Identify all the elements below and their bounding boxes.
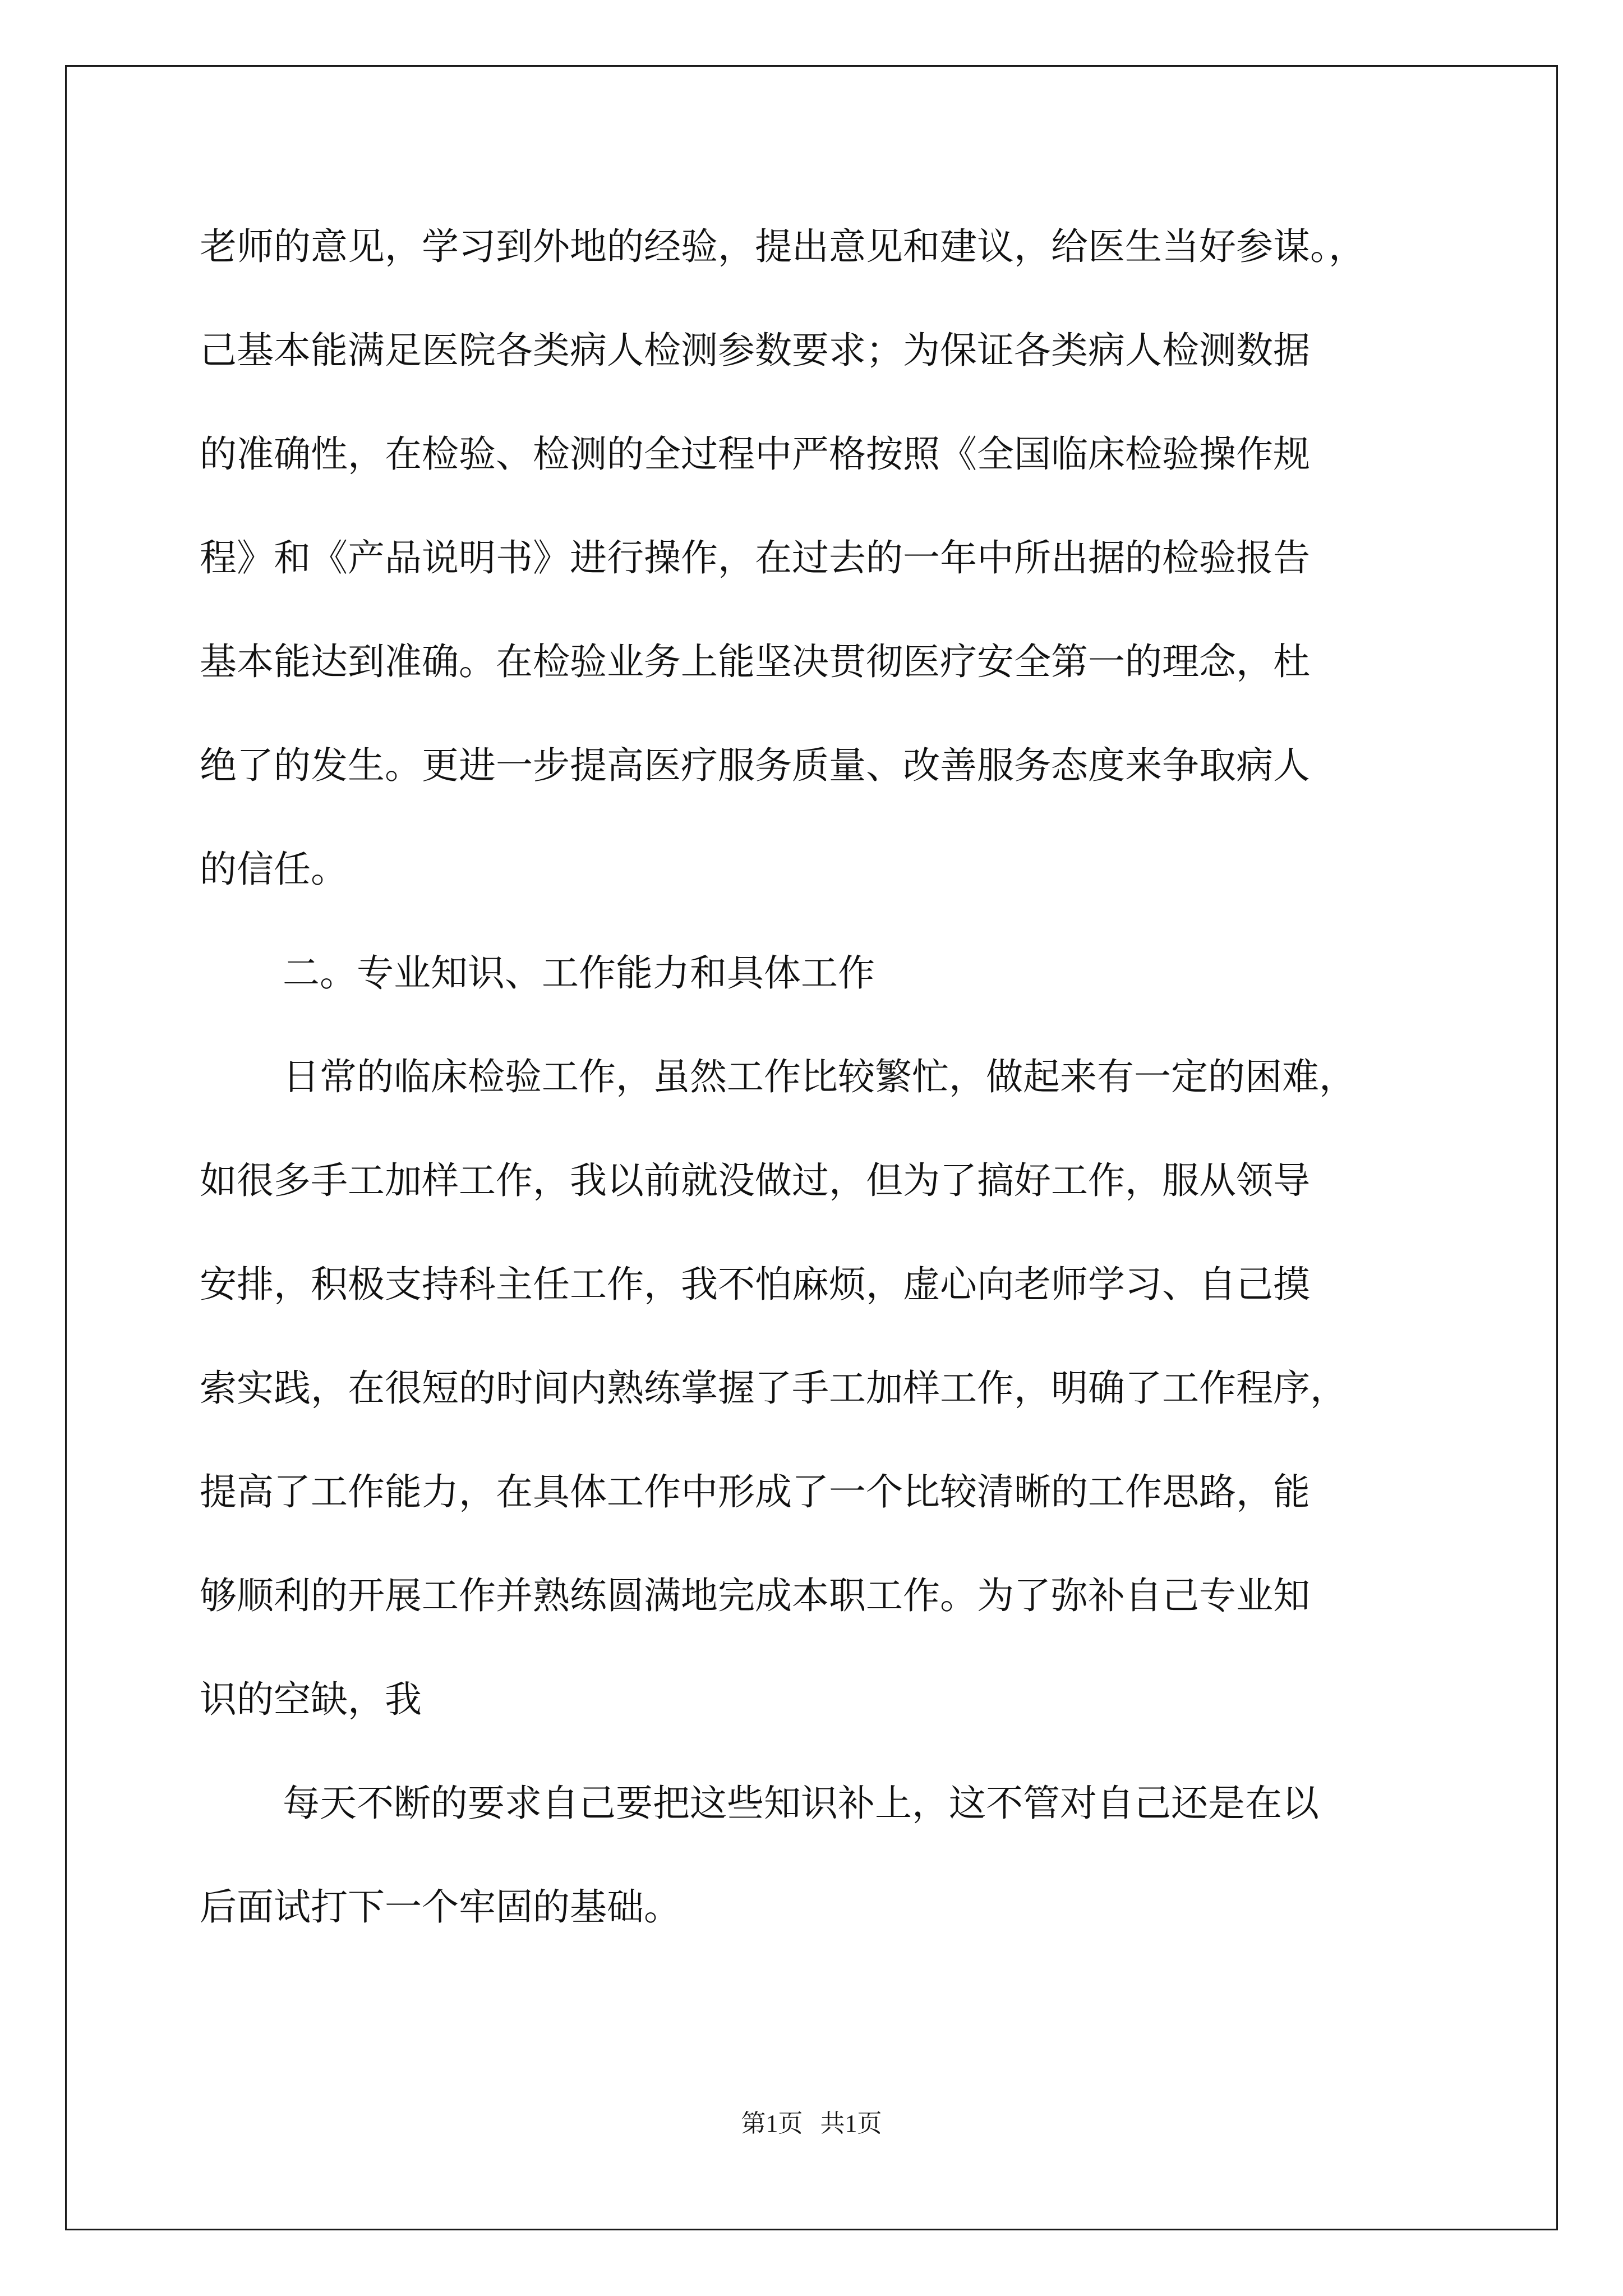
text-line: 够顺利的开展工作并熟练圆满地完成本职工作。为了弥补自己专业知 [200,1574,1310,1617]
section-heading: 二。专业知识、工作能力和具体工作 [283,951,875,995]
text-line: 识的空缺，我 [200,1678,422,1721]
text-line: 索实践，在很短的时间内熟练掌握了手工加样工作，明确了工作程序， [200,1366,1347,1410]
text-line: 的准确性，在检验、检测的全过程中严格按照《全国临床检验操作规 [200,432,1310,476]
text-line: 程》和《产品说明书》进行操作，在过去的一年中所出据的检验报告 [200,536,1310,579]
text-line: 绝了的发生。更进一步提高医疗服务质量、改善服务态度来争取病人 [200,744,1310,787]
text-line: 提高了工作能力，在具体工作中形成了一个比较清晰的工作思路，能 [200,1470,1310,1513]
text-line: 后面试打下一个牢固的基础。 [200,1885,681,1929]
page-footer [0,2107,1623,2141]
text-line: 如很多手工加样工作，我以前就没做过，但为了搞好工作，服从领导 [200,1159,1310,1202]
text-line: 日常的临床检验工作，虽然工作比较繁忙，做起来有一定的困难， [283,1055,1356,1098]
text-line: 安排，积极支持科主任工作，我不怕麻烦，虚心向老师学习、自己摸 [200,1263,1310,1306]
page-number: 第1页 [741,2110,803,2137]
text-line: 每天不断的要求自己要把这些知识补上，这不管对自己还是在以 [283,1782,1319,1825]
text-line: 基本能达到准确。在检验业务上能坚决贯彻医疗安全第一的理念，杜 [200,640,1310,683]
text-line: 的信任。 [200,848,348,891]
text-line: 己基本能满足医院各类病人检测参数要求；为保证各类病人检测数据 [200,329,1310,372]
page-total: 共1页 [820,2110,882,2137]
text-line: 老师的意见，学习到外地的经验，提出意见和建议，给医生当好参谋。， [200,225,1366,268]
